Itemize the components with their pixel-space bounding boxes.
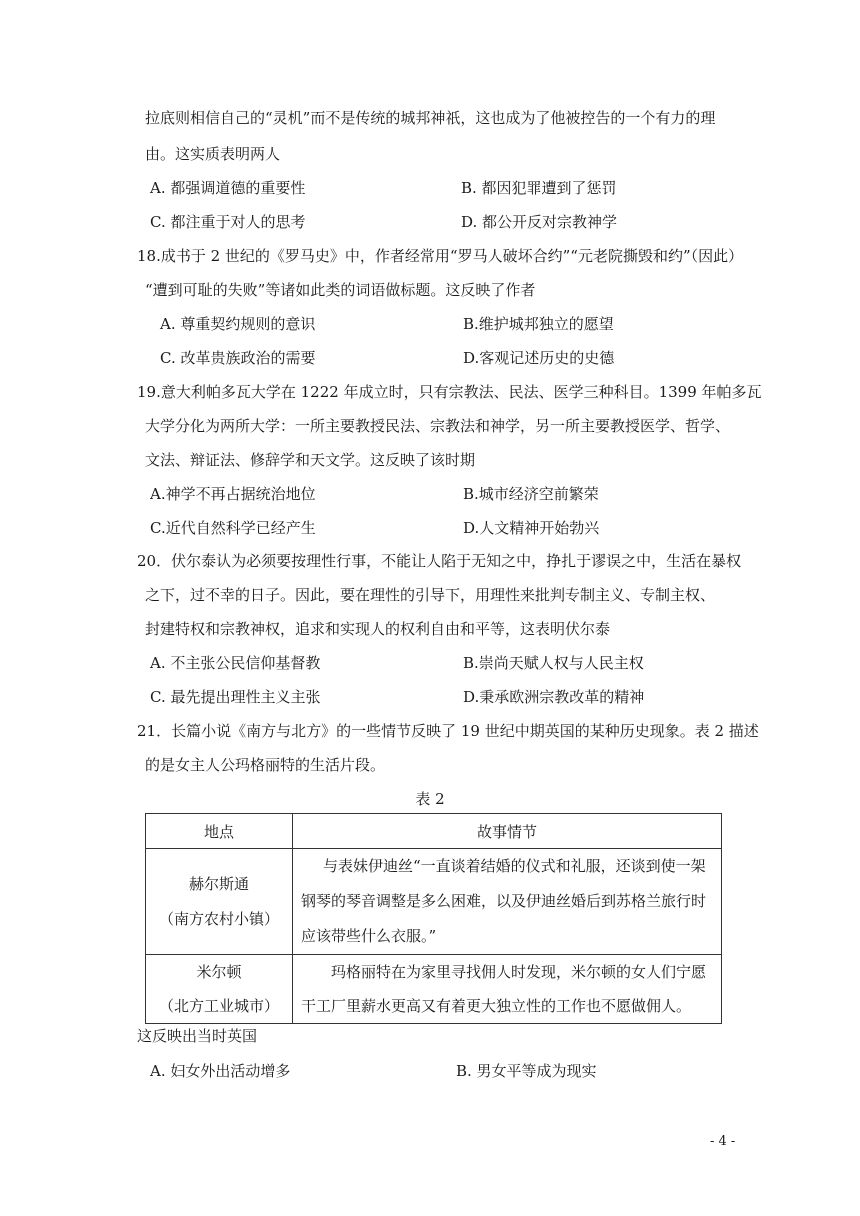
q18-text-line-2: “遭到可耻的失败”等诸如此类的词语做标题。这反映了作者 xyxy=(145,281,536,299)
place-description: （北方工业城市） xyxy=(158,997,279,1015)
q20-option-d: D.秉承欧洲宗教改革的精神 xyxy=(463,688,645,706)
place-name: 赫尔斯通 xyxy=(188,874,249,893)
q17-option-d: D. 都公开反对宗教神学 xyxy=(461,213,618,231)
header-story: 故事情节 xyxy=(293,814,722,849)
q21-after-text: 这反映出当时英国 xyxy=(137,1027,258,1045)
q20-option-c: C. 最先提出理性主义主张 xyxy=(150,688,321,706)
q19-text-line-2: 大学分化为两所大学：一所主要教授民法、宗教法和神学，另一所主要教授医学、哲学、 xyxy=(145,417,731,435)
q18-option-c: C. 改革贵族政治的需要 xyxy=(160,349,316,367)
q19-text-line-3: 文法、辩证法、修辞学和天文学。这反映了该时期 xyxy=(145,451,476,469)
q21-option-a: A. 妇女外出活动增多 xyxy=(150,1062,291,1080)
story-line: 与表妹伊迪丝“一直谈着结婚的仪式和礼服，还谈到使一架 xyxy=(323,857,706,875)
q18-text-line-1: 18.成书于 2 世纪的《罗马史》中，作者经常用“罗马人破坏合约”“元老院撕毁和约”（因此） xyxy=(137,247,744,265)
q19-option-a: A.神学不再占据统治地位 xyxy=(150,485,316,503)
page-number: - 4 - xyxy=(710,1134,736,1149)
story-line: 玛格丽特在为家里寻找佣人时发现，米尔顿的女人们宁愿 xyxy=(331,963,707,981)
q17-option-c: C. 都注重于对人的思考 xyxy=(150,213,306,231)
table-row xyxy=(146,849,722,955)
place-description: （南方农村小镇） xyxy=(158,909,279,928)
q21-option-b: B. 男女平等成为现实 xyxy=(456,1062,597,1080)
q19-text-line-1: 19.意大利帕多瓦大学在 1222 年成立时，只有宗教法、民法、医学三种科目。1399 年帕多瓦 xyxy=(137,383,762,401)
story-line: 应该带些什么衣服。” xyxy=(301,927,437,945)
story-cell xyxy=(293,955,722,1024)
table-row xyxy=(146,955,722,1024)
q21-text-line-1: 21．长篇小说《南方与北方》的一些情节反映了 19 世纪中期英国的某种历史现象。表 2 描述 xyxy=(137,722,759,740)
table-header-row xyxy=(146,814,722,849)
q18-option-b: B.维护城邦独立的愿望 xyxy=(463,315,614,333)
place-name: 米尔顿 xyxy=(196,963,242,981)
q18-option-d: D.客观记述历史的史德 xyxy=(463,349,615,367)
q21-text-line-2: 的是女主人公玛格丽特的生活片段。 xyxy=(145,756,386,774)
table-caption: 表 2 xyxy=(415,790,445,808)
header-place: 地点 xyxy=(146,814,293,849)
story-line: 干工厂里薪水更高又有着更大独立性的工作也不愿做佣人。 xyxy=(301,997,692,1015)
q19-option-d: D.人文精神开始勃兴 xyxy=(463,519,600,537)
story-line: 钢琴的琴音调整是多么困难，以及伊迪丝婚后到苏格兰旅行时 xyxy=(301,892,707,910)
q20-text-line-1: 20．伏尔泰认为必须要按理性行事，不能让人陷于无知之中，挣扎于谬误之中，生活在暴权 xyxy=(137,552,742,570)
q20-option-b: B.崇尚天赋人权与人民主权 xyxy=(463,654,644,672)
q19-option-b: B.城市经济空前繁荣 xyxy=(463,485,599,503)
q18-option-a: A. 尊重契约规则的意识 xyxy=(160,315,316,333)
story-cell xyxy=(293,849,722,955)
q17-text-line-1: 拉底则相信自己的“灵机”而不是传统的城邦神祇，这也成为了他被控告的一个有力的理 xyxy=(145,109,716,127)
place-cell xyxy=(146,849,293,955)
place-cell xyxy=(146,955,293,1024)
q20-option-a: A. 不主张公民信仰基督教 xyxy=(150,654,321,672)
q19-option-c: C.近代自然科学已经产生 xyxy=(150,519,316,537)
q20-text-line-2: 之下，过不幸的日子。因此，要在理性的引导下，用理性来批判专制主义、专制主权、 xyxy=(145,586,716,604)
q17-text-line-2: 由。这实质表明两人 xyxy=(145,145,281,163)
q20-text-line-3: 封建特权和宗教神权，追求和实现人的权利自由和平等，这表明伏尔泰 xyxy=(145,620,611,638)
q17-option-b: B. 都因犯罪遭到了惩罚 xyxy=(461,179,617,197)
story-table xyxy=(145,813,722,1024)
q17-option-a: A. 都强调道德的重要性 xyxy=(150,179,306,197)
